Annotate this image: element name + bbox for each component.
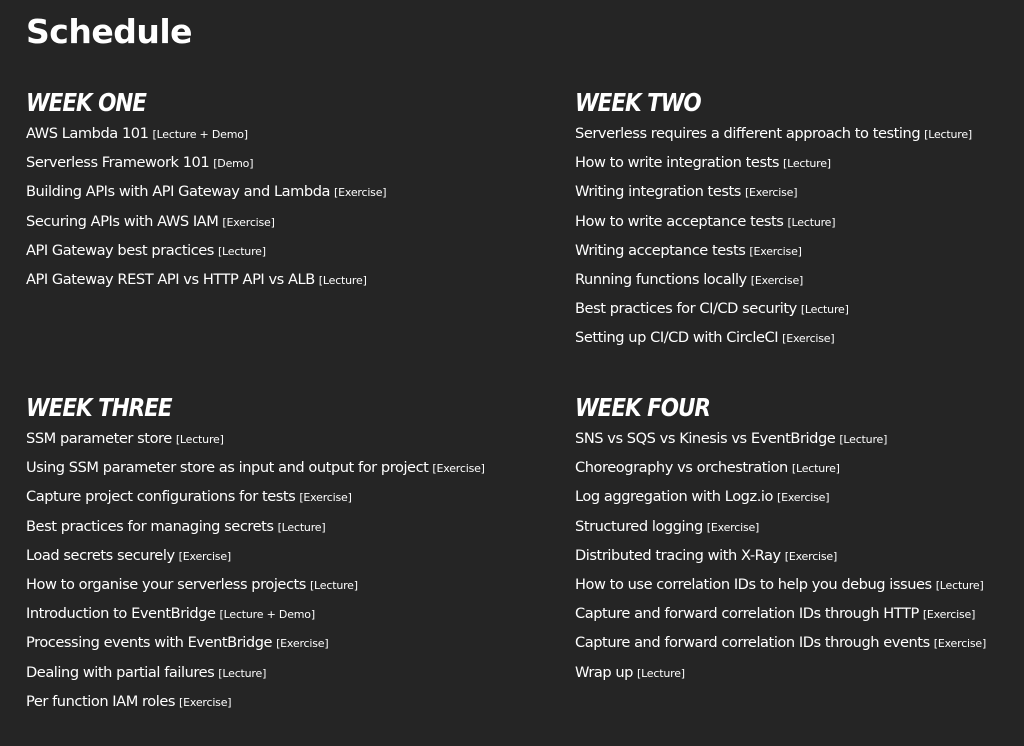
- session-item: [575, 148, 972, 177]
- session-type-tag: [Exercise]: [782, 332, 835, 346]
- session-type-tag: [Lecture]: [318, 273, 367, 287]
- session-item: [575, 119, 972, 148]
- session-type-tag: [Lecture]: [935, 578, 984, 592]
- session-item: [26, 687, 485, 716]
- session-type-tag: [Lecture]: [787, 215, 836, 229]
- session-title: Processing events with EventBridge: [26, 634, 273, 652]
- session-type-tag: [Lecture]: [218, 666, 267, 680]
- session-type-tag: [Demo]: [213, 157, 254, 171]
- session-type-tag: [Exercise]: [749, 244, 802, 258]
- session-item: [26, 541, 485, 570]
- session-item: [575, 482, 986, 511]
- session-item: [575, 599, 986, 628]
- session-title: Building APIs with API Gateway and Lambda: [26, 183, 331, 201]
- session-title: Per function IAM roles: [26, 692, 176, 710]
- session-type-tag: [Exercise]: [933, 637, 987, 651]
- session-title: Writing acceptance tests: [575, 241, 746, 259]
- session-title: API Gateway best practices: [26, 241, 214, 259]
- session-title: Writing integration tests: [575, 183, 741, 201]
- session-title: Using SSM parameter store as input and output for project: [26, 459, 429, 477]
- session-item: [575, 177, 972, 206]
- session-title: How to organise your serverless projects: [26, 575, 306, 593]
- page-title: Schedule: [26, 12, 193, 51]
- session-item: [575, 424, 986, 453]
- session-list: [26, 119, 386, 294]
- session-item: [575, 658, 986, 687]
- session-list: [575, 119, 972, 353]
- session-list: [575, 424, 986, 687]
- session-title: AWS Lambda 101: [26, 125, 149, 142]
- session-item: [575, 294, 972, 323]
- session-type-tag: [Lecture]: [800, 303, 849, 317]
- session-type-tag: [Exercise]: [432, 462, 485, 476]
- session-item: [26, 570, 485, 599]
- session-item: [575, 570, 986, 599]
- week-heading: WEEK TWO: [575, 88, 701, 117]
- session-item: [26, 628, 485, 657]
- session-title: Choreography vs orchestration: [575, 459, 788, 477]
- session-type-tag: [Exercise]: [334, 186, 387, 200]
- session-item: [26, 512, 485, 541]
- session-title: Serverless requires a different approach to testing: [575, 125, 921, 142]
- session-item: [26, 482, 485, 511]
- session-item: [575, 265, 972, 294]
- session-item: [575, 207, 972, 236]
- session-title: Running functions locally: [575, 270, 747, 288]
- session-title: Best practices for managing secrets: [26, 517, 274, 535]
- session-type-tag: [Exercise]: [776, 491, 830, 505]
- session-item: [26, 119, 386, 148]
- week-section-three: [26, 393, 485, 710]
- session-item: [26, 236, 386, 265]
- session-item: [575, 628, 986, 657]
- session-type-tag: [Lecture]: [217, 244, 266, 258]
- session-type-tag: [Lecture]: [839, 433, 888, 446]
- session-type-tag: [Exercise]: [784, 549, 838, 563]
- session-title: How to write integration tests: [575, 154, 780, 172]
- session-type-tag: [Lecture + Demo]: [152, 128, 248, 141]
- session-title: Distributed tracing with X-Ray: [575, 546, 781, 564]
- session-type-tag: [Exercise]: [750, 273, 804, 287]
- session-title: How to use correlation IDs to help you debug issues: [575, 575, 932, 593]
- session-title: Load secrets securely: [26, 546, 175, 564]
- session-title: Setting up CI/CD with CircleCI: [575, 329, 779, 347]
- session-type-tag: [Exercise]: [706, 520, 760, 534]
- session-item: [26, 177, 386, 206]
- session-title: Serverless Framework 101: [26, 154, 210, 172]
- session-list: [26, 424, 485, 716]
- session-type-tag: [Exercise]: [178, 549, 231, 563]
- session-type-tag: [Lecture]: [175, 433, 224, 446]
- session-item: [26, 658, 485, 687]
- session-item: [26, 424, 485, 453]
- session-type-tag: [Exercise]: [922, 608, 976, 622]
- session-item: [575, 541, 986, 570]
- session-item: [575, 512, 986, 541]
- session-title: How to write acceptance tests: [575, 212, 784, 230]
- session-title: Best practices for CI/CD security: [575, 300, 797, 318]
- session-item: [26, 207, 386, 236]
- session-type-tag: [Lecture]: [309, 578, 358, 592]
- session-type-tag: [Lecture + Demo]: [219, 608, 315, 622]
- week-section-four: [575, 393, 987, 681]
- session-title: Dealing with partial failures: [26, 663, 215, 681]
- session-type-tag: [Exercise]: [222, 215, 275, 229]
- session-type-tag: [Exercise]: [299, 491, 352, 505]
- session-title: Securing APIs with AWS IAM: [26, 212, 219, 230]
- session-type-tag: [Exercise]: [744, 186, 798, 200]
- week-heading: WEEK FOUR: [575, 393, 710, 422]
- session-type-tag: [Lecture]: [791, 462, 840, 476]
- session-title: SNS vs SQS vs Kinesis vs EventBridge: [575, 430, 836, 447]
- week-heading: WEEK THREE: [26, 393, 172, 422]
- week-section-one: [26, 88, 387, 288]
- session-title: SSM parameter store: [26, 430, 172, 447]
- session-title: Structured logging: [575, 517, 703, 535]
- week-heading: WEEK ONE: [26, 88, 146, 117]
- week-section-two: [575, 88, 973, 347]
- session-item: [26, 265, 386, 294]
- session-title: Capture project configurations for tests: [26, 488, 296, 506]
- session-type-tag: [Lecture]: [277, 520, 326, 534]
- session-item: [26, 599, 485, 628]
- session-title: Wrap up: [575, 663, 633, 681]
- session-type-tag: [Lecture]: [924, 128, 973, 141]
- session-title: Log aggregation with Logz.io: [575, 488, 773, 506]
- session-title: API Gateway REST API vs HTTP API vs ALB: [26, 270, 315, 288]
- session-item: [575, 236, 972, 265]
- session-item: [26, 148, 386, 177]
- session-title: Introduction to EventBridge: [26, 605, 216, 623]
- session-title: Capture and forward correlation IDs through HTTP: [575, 605, 919, 623]
- session-item: [26, 453, 485, 482]
- session-type-tag: [Lecture]: [783, 157, 831, 171]
- session-item: [575, 323, 972, 352]
- session-type-tag: [Exercise]: [276, 637, 329, 651]
- session-title: Capture and forward correlation IDs through events: [575, 634, 930, 652]
- session-type-tag: [Exercise]: [179, 695, 232, 709]
- session-type-tag: [Lecture]: [636, 666, 685, 680]
- session-item: [575, 453, 986, 482]
